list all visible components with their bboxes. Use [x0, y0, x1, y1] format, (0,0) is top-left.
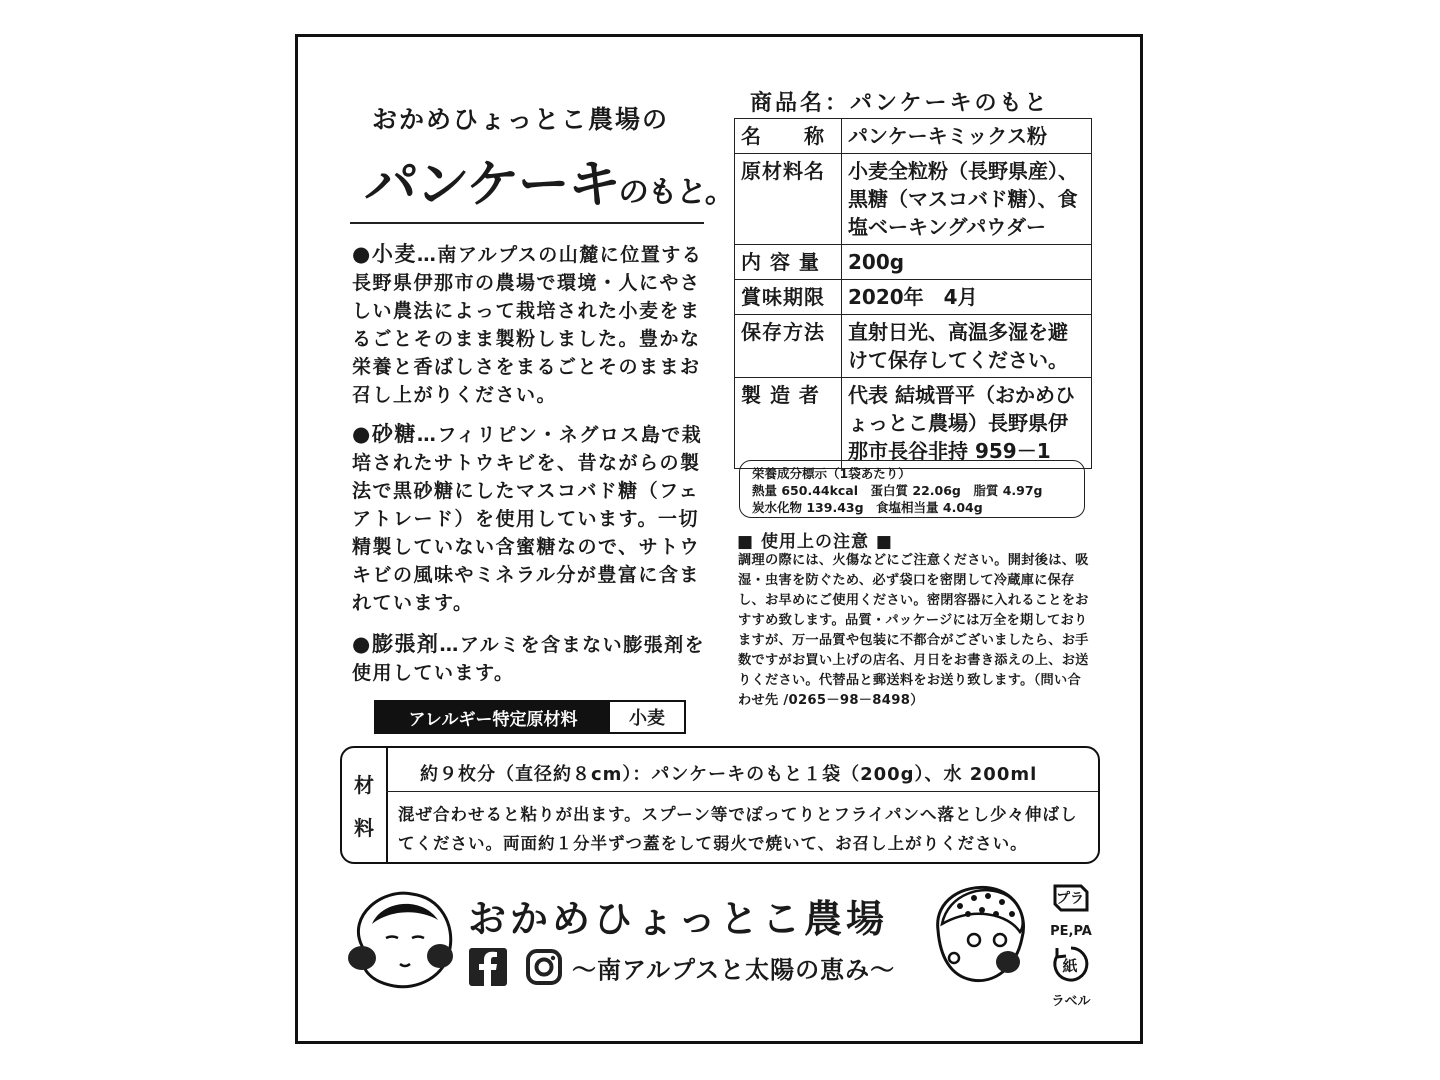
- farm-name: おかめひょっとこ農場: [468, 896, 889, 941]
- recycle-plastic-mark: プラ: [1056, 891, 1084, 907]
- recipe-divider: [386, 791, 1098, 792]
- spec-key: 保存方法: [735, 315, 842, 378]
- nutrition-box: [739, 460, 1085, 518]
- table-row: [735, 315, 1092, 378]
- paragraph-body: …アルミを含まない膨張剤を使用しています。: [352, 634, 706, 684]
- table-row: [735, 280, 1092, 315]
- hyottoko-mask-icon: [924, 880, 1032, 990]
- product-name-line: 商品名：パンケーキのもと: [750, 91, 1050, 116]
- spec-key: 賞味期限: [735, 280, 842, 315]
- brand-subtitle: おかめひょっとこ農場の: [372, 105, 670, 134]
- recipe-materials: 約９枚分（直径約８cm）：パンケーキのもと１袋（200g）、水 200ml: [420, 764, 1038, 785]
- recycle-paper-mark: 紙: [1062, 957, 1078, 975]
- paragraph-wheat: [352, 240, 708, 409]
- spec-key: 内 容 量: [735, 245, 842, 280]
- product-spec-table: [734, 118, 1092, 469]
- spec-value: 2020年 4月: [842, 280, 1092, 315]
- allergy-box: [374, 700, 686, 734]
- table-row: [735, 119, 1092, 154]
- okame-mask-icon: [342, 886, 460, 994]
- recipe-side-label: [342, 748, 388, 862]
- nutrition-line: 熱量 650.44kcal 蛋白質 22.06g 脂質 4.97g: [752, 483, 1043, 498]
- paragraph-heading: ●砂糖: [352, 422, 417, 446]
- brand-title-small: のもと。: [616, 175, 737, 210]
- paragraph-heading: ●膨張剤: [352, 632, 440, 656]
- facebook-icon[interactable]: [469, 948, 507, 986]
- notice-title: ■ 使用上の注意 ■: [737, 532, 893, 552]
- spec-value: パンケーキミックス粉: [842, 119, 1092, 154]
- notice-body: 調理の際には、火傷などにご注意ください。開封後は、吸湿・虫害を防ぐため、必ず袋口を密閉して冷蔵庫に保存し、お早めにご使用ください。密閉容器に入れることをおすすめ致します。品質・パッケージには万全を期しておりますが、万一品質や包装に不都合がございましたら、お手数ですがお買い上げの店名、月日をお書き添えの上、お送りください。代替品と郵送料をお送り致します。（問い合わせ先 /0265－98－8498）: [738, 553, 1089, 708]
- paragraph-heading: ●小麦: [352, 242, 417, 266]
- spec-key: 原材料名: [735, 154, 842, 245]
- allergy-value: 小麦: [629, 708, 665, 729]
- paragraph-leavening: [352, 630, 708, 687]
- instagram-icon[interactable]: [525, 948, 563, 986]
- paragraph-body: …フィリピン・ネグロス島で栽培されたサトウキビを、昔ながらの製法で黒砂糖にしたマスコバド糖（フェアトレード）を使用しています。一切精製していない含蜜糖なので、サトウキビの風味やミネラル分が豊富に含まれています。: [352, 424, 703, 614]
- brand-title: [362, 142, 740, 217]
- brand-divider: [350, 222, 704, 224]
- nutrition-line: 炭水化物 139.43g 食塩相当量 4.04g: [752, 500, 983, 515]
- spec-key: 製 造 者: [735, 378, 842, 469]
- recipe-box: [340, 746, 1100, 864]
- recycle-plastic: [1048, 878, 1094, 939]
- table-row: [735, 154, 1092, 245]
- recycle-paper-label: ラベル: [1051, 994, 1091, 1009]
- spec-value: 代表 結城晋平（おかめひょっとこ農場）長野県伊那市長谷非持 959－1: [842, 378, 1092, 469]
- table-row: [735, 245, 1092, 280]
- recycle-paper: [1048, 944, 1094, 1009]
- slogan: ～南アルプスと太陽の恵み～: [572, 956, 896, 984]
- paragraph-body: …南アルプスの山麓に位置する長野県伊那市の農場で環境・人にやさしい農法によって栽培された小麦をまるごとそのまま製粉しました。豊かな栄養と香ばしさをまるごとそのままお召し上がりください。: [352, 244, 703, 406]
- recycle-plastic-label: PE,PA: [1050, 924, 1092, 939]
- recipe-method: 混ぜ合わせると粘りが出ます。スプーン等でぽってりとフライパンへ落とし少々伸ばしてください。両面約１分半ずつ蓋をして弱火で焼いて、お召し上がりください。: [398, 805, 1078, 853]
- recipe-side-char: 料: [354, 816, 374, 840]
- allergy-label: アレルギー特定原材料: [376, 702, 610, 732]
- spec-value: 小麦全粒粉（長野県産）、黒糖（マスコバド糖）、食塩ベーキングパウダー: [842, 154, 1092, 245]
- paragraph-sugar: [352, 420, 708, 617]
- recipe-side-char: 材: [354, 773, 374, 797]
- spec-key: 名 称: [735, 119, 842, 154]
- table-row: [735, 378, 1092, 469]
- nutrition-title: 栄養成分標示（1袋あたり）: [752, 466, 911, 481]
- brand-title-main: パンケーキ: [362, 155, 623, 215]
- spec-value: 200g: [842, 245, 1092, 280]
- spec-value: 直射日光、高温多湿を避けて保存してください。: [842, 315, 1092, 378]
